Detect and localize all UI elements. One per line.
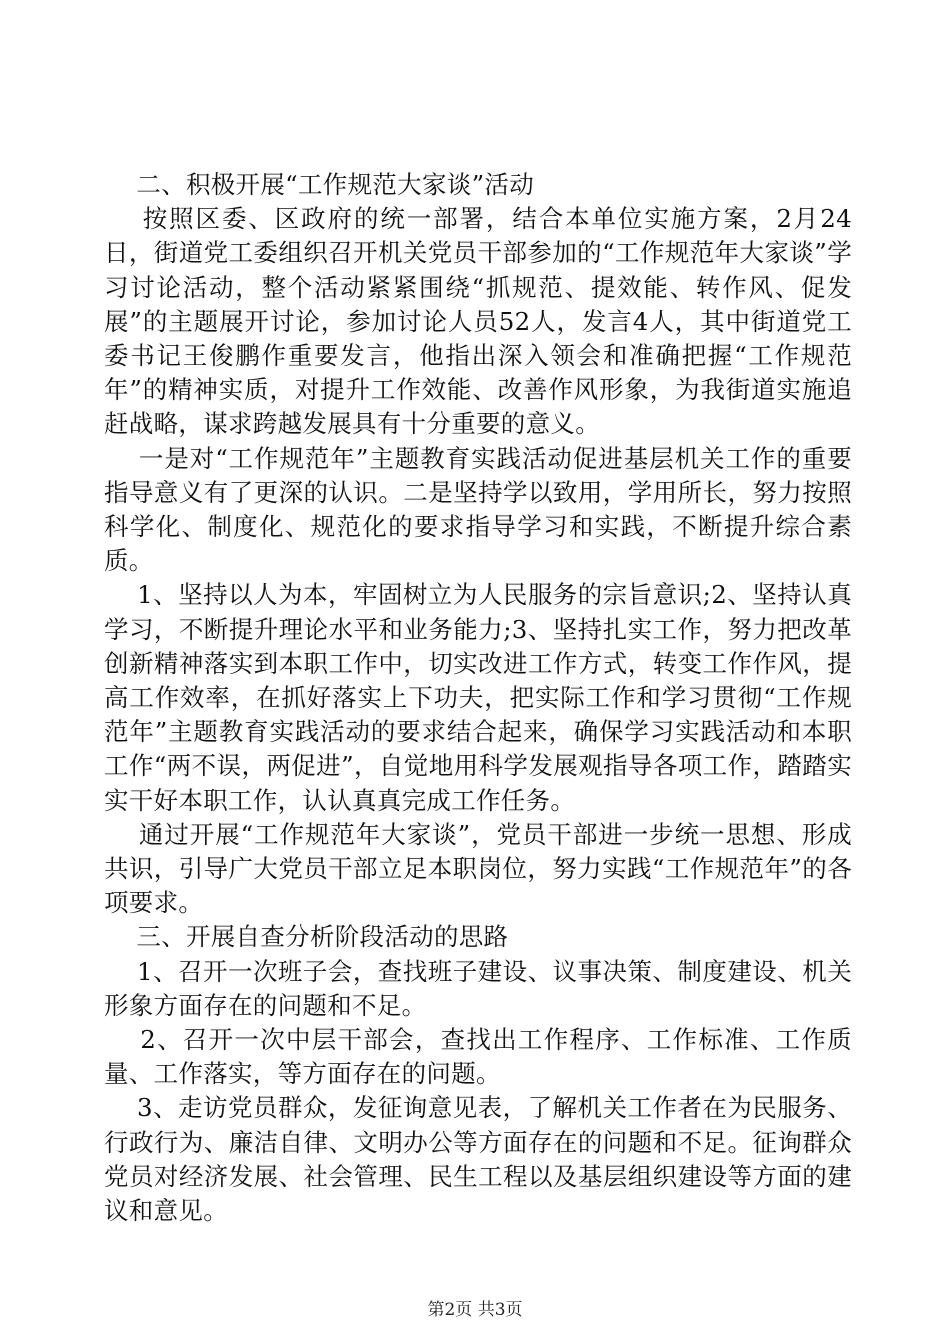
body-paragraph: 按照区委、区政府的统一部署，结合本单位实施方案，2月24日，街道党工委组织召开机关党员干部参加的“工作规范年大家谈”学习讨论活动，整个活动紧紧围绕“抓规范、提效能、转作风、促发展”的主题展开讨论，参加讨论人员52人，发言4人，其中街道党工委书记王俊鹏作重要发言，他指出深入领会和准确把握“工作规范年”的精神实质，对提升工作效能、改善作风形象，为我街道实施追赶战略，谋求跨越发展具有十分重要的意义。 (104, 204, 852, 439)
body-paragraph: 一是对“工作规范年”主题教育实践活动促进基层机关工作的重要指导意义有了更深的认识。二是坚持学以致用，学用所长，努力按照科学化、制度化、规范化的要求指导学习和实践，不断提升综合素质。 (104, 443, 852, 576)
document-body (104, 168, 852, 1228)
body-paragraph: 1、坚持以人为本，牢固树立为人民服务的宗旨意识;2、坚持认真学习，不断提升理论水平和业务能力;3、坚持扎实工作，努力把改革创新精神落实到本职工作中，切实改进工作方式，转变工作作风，提高工作效率，在抓好落实上下功夫，把实际工作和学习贯彻“工作规范年”主题教育实践活动的要求结合起来，确保学习实践活动和本职工作“两不误，两促进”，自觉地用科学发展观指导各项工作，踏踏实实干好本职工作，认认真真完成工作任务。 (104, 580, 852, 815)
section-heading-2: 二、积极开展“工作规范大家谈”活动 (104, 170, 535, 199)
section-heading-3: 三、开展自查分析阶段活动的思路 (104, 922, 509, 952)
list-item: 1、召开一次班子会，查找班子建设、议事决策、制度建设、机关形象方面存在的问题和不足。 (104, 956, 852, 1020)
list-item: 3、走访党员群众，发征询意见表，了解机关工作者在为民服务、行政行为、廉洁自律、文明办公等方面存在的问题和不足。征询群众党员对经济发展、社会管理、民生工程以及基层组织建设等方面的建议和意见。 (104, 1093, 852, 1226)
page-number-footer: 第2页 共3页 (427, 1300, 523, 1320)
body-paragraph: 通过开展“工作规范年大家谈”，党员干部进一步统一思想、形成共识，引导广大党员干部立足本职岗位，努力实践“工作规范年”的各项要求。 (104, 819, 852, 918)
list-item: 2、召开一次中层干部会，查找出工作程序、工作标准、工作质量、工作落实，等方面存在的问题。 (104, 1025, 852, 1089)
